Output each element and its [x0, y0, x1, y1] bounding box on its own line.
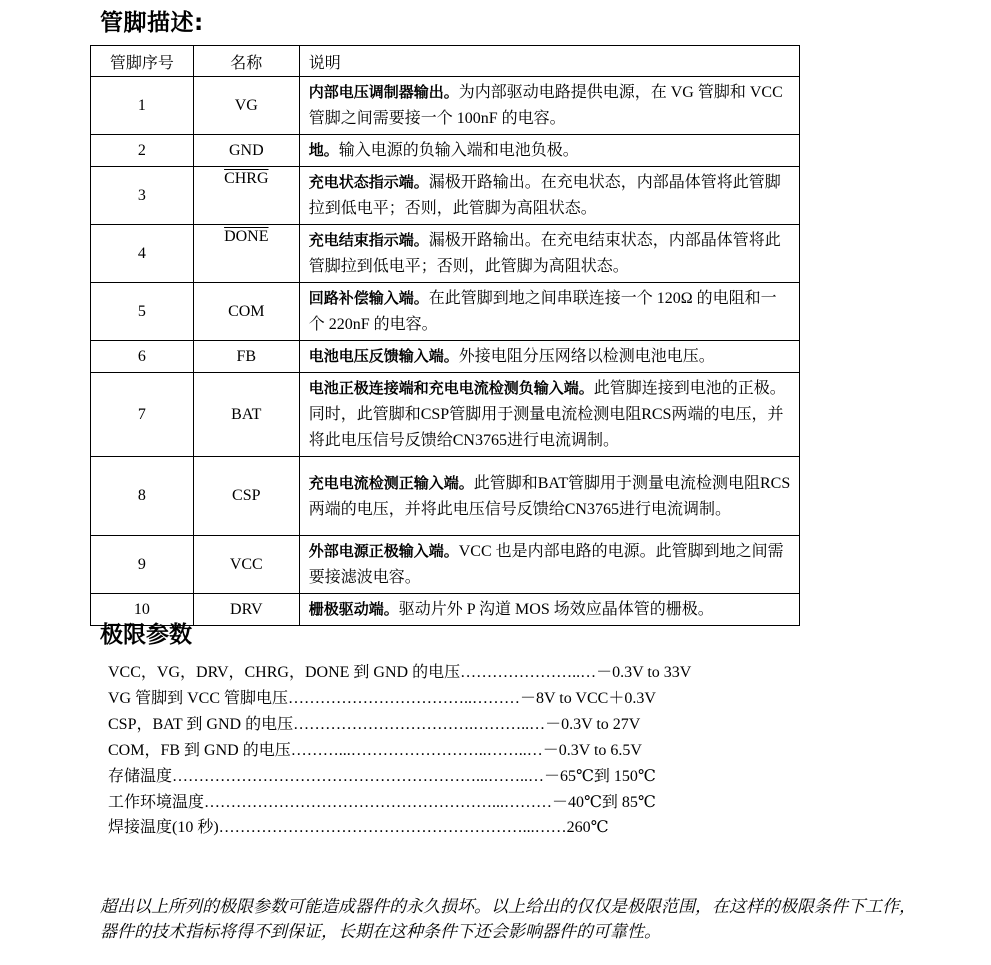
pin-description	[299, 373, 799, 457]
pin-description	[299, 135, 799, 167]
pin-description	[299, 167, 799, 225]
rating-row: 存储温度…………………………………………………...……..…－65℃到 150℃	[108, 767, 656, 785]
pin-description	[299, 536, 799, 594]
pin-description	[299, 77, 799, 135]
table-row	[91, 594, 800, 626]
pin-detail: 外接电阻分压网络以检测电池电压。	[458, 348, 715, 365]
pin-function: 地。	[308, 141, 339, 159]
pin-detail: 此管脚连接到电池的正极。同时，此管脚和CSP管脚用于测量电流检测电阻RCS两端的电压，并将此电压信号反馈给CN3765进行电流调制。	[308, 380, 786, 449]
pin-detail: 驱动片外 P 沟道 MOS 场效应晶体管的栅极。	[398, 601, 714, 618]
pin-function: 回路补偿输入端。	[308, 289, 429, 307]
pin-description	[299, 594, 799, 626]
pin-description-table	[90, 45, 800, 626]
rating-row: COM，FB 到 GND 的电压………...……………………..……..…－0.3V to 6.5V	[108, 741, 642, 759]
pin-detail: 此管脚和BAT管脚用于测量电流检测电阻RCS两端的电压，并将此电压信号反馈给CN3765进行电流调制。	[308, 474, 791, 518]
pin-name	[193, 167, 299, 225]
pin-number: 1	[91, 77, 194, 135]
pin-number: 4	[91, 225, 194, 283]
pin-function: 电池正极连接端和充电电流检测负输入端。	[308, 379, 594, 397]
pin-number: 10	[91, 594, 194, 626]
pin-function: 电池电压反馈输入端。	[308, 347, 459, 365]
table-row	[91, 373, 800, 457]
section-title: 管脚描述:	[100, 10, 204, 36]
rating-row: 焊接温度(10 秒)…………………………………………………...……260℃	[108, 819, 609, 837]
table-header-row	[91, 46, 800, 77]
header-name: 名称	[193, 46, 299, 77]
table-row	[91, 225, 800, 283]
pin-number: 3	[91, 167, 194, 225]
pin-function: 充电电流检测正输入端。	[308, 473, 474, 492]
pin-description	[299, 225, 799, 283]
pin-number: 2	[91, 135, 194, 167]
table-row	[91, 167, 800, 225]
pin-description	[299, 457, 799, 536]
pin-name: DRV	[193, 594, 299, 626]
pin-name-overline: DONE	[224, 228, 269, 245]
pin-name: CSP	[193, 457, 299, 536]
pin-number: 5	[91, 283, 194, 341]
rating-row: VG 管脚到 VCC 管脚电压……………………………..………－8V to VCC＋0.3V	[108, 689, 656, 707]
pin-number: 9	[91, 536, 194, 594]
table-row	[91, 341, 800, 373]
pin-detail: 为内部驱动电路提供电源，在 VG 管脚和 VCC 管脚之间需要接一个 100nF 的电容。	[308, 84, 783, 127]
rating-row: VCC，VG，DRV，CHRG，DONE 到 GND 的电压…………………..…－0.3V to 33V	[108, 664, 692, 681]
pin-detail: 输入电源的负输入端和电池负极。	[338, 142, 579, 159]
limits-title: 极限参数	[100, 622, 192, 648]
table-row	[91, 77, 800, 135]
pin-detail: VCC 也是内部电路的电源。此管脚到地之间需要接滤波电容。	[308, 543, 784, 586]
pin-function: 充电状态指示端。	[308, 173, 429, 191]
pin-name: VCC	[193, 536, 299, 594]
pin-description	[299, 283, 799, 341]
pin-name: BAT	[193, 373, 299, 457]
pin-name: COM	[193, 283, 299, 341]
pin-function: 内部电压调制器输出。	[308, 83, 459, 101]
pin-function: 栅极驱动端。	[308, 600, 399, 618]
pin-number: 8	[91, 457, 194, 536]
pin-name: GND	[193, 135, 299, 167]
note-line: 超出以上所列的极限参数可能造成器件的永久损坏。以上给出的仅仅是极限范围，在这样的极限条件下工作，	[100, 897, 916, 916]
pin-function: 外部电源正极输入端。	[308, 542, 459, 560]
table-row	[91, 135, 800, 167]
pin-number: 6	[91, 341, 194, 373]
pin-name: VG	[193, 77, 299, 135]
pin-name	[193, 225, 299, 283]
table-row	[91, 536, 800, 594]
table-row	[91, 457, 800, 536]
table-row	[91, 283, 800, 341]
rating-row: CSP，BAT 到 GND 的电压…………………………….………..…－0.3V to 27V	[108, 715, 641, 733]
note-line: 器件的技术指标将得不到保证，长期在这种条件下还会影响器件的可靠性。	[100, 922, 661, 941]
header-pin-number: 管脚序号	[91, 46, 194, 77]
pin-number: 7	[91, 373, 194, 457]
rating-row: 工作环境温度………………………………………………...………－40℃到 85℃	[108, 793, 656, 811]
pin-detail: 漏极开路输出。在充电状态，内部晶体管将此管脚拉到低电平；否则，此管脚为高阻状态。	[308, 174, 781, 217]
pin-name: FB	[193, 341, 299, 373]
warning-note	[100, 894, 930, 944]
absolute-maximum-ratings	[108, 660, 748, 841]
header-description: 说明	[299, 46, 799, 77]
pin-detail: 漏极开路输出。在充电结束状态，内部晶体管将此管脚拉到低电平；否则，此管脚为高阻状态。	[308, 232, 781, 275]
pin-function: 充电结束指示端。	[308, 231, 429, 249]
pin-detail: 在此管脚到地之间串联连接一个 120Ω 的电阻和一个 220nF 的电容。	[308, 290, 777, 333]
pin-description	[299, 341, 799, 373]
pin-name-overline: CHRG	[224, 170, 269, 187]
